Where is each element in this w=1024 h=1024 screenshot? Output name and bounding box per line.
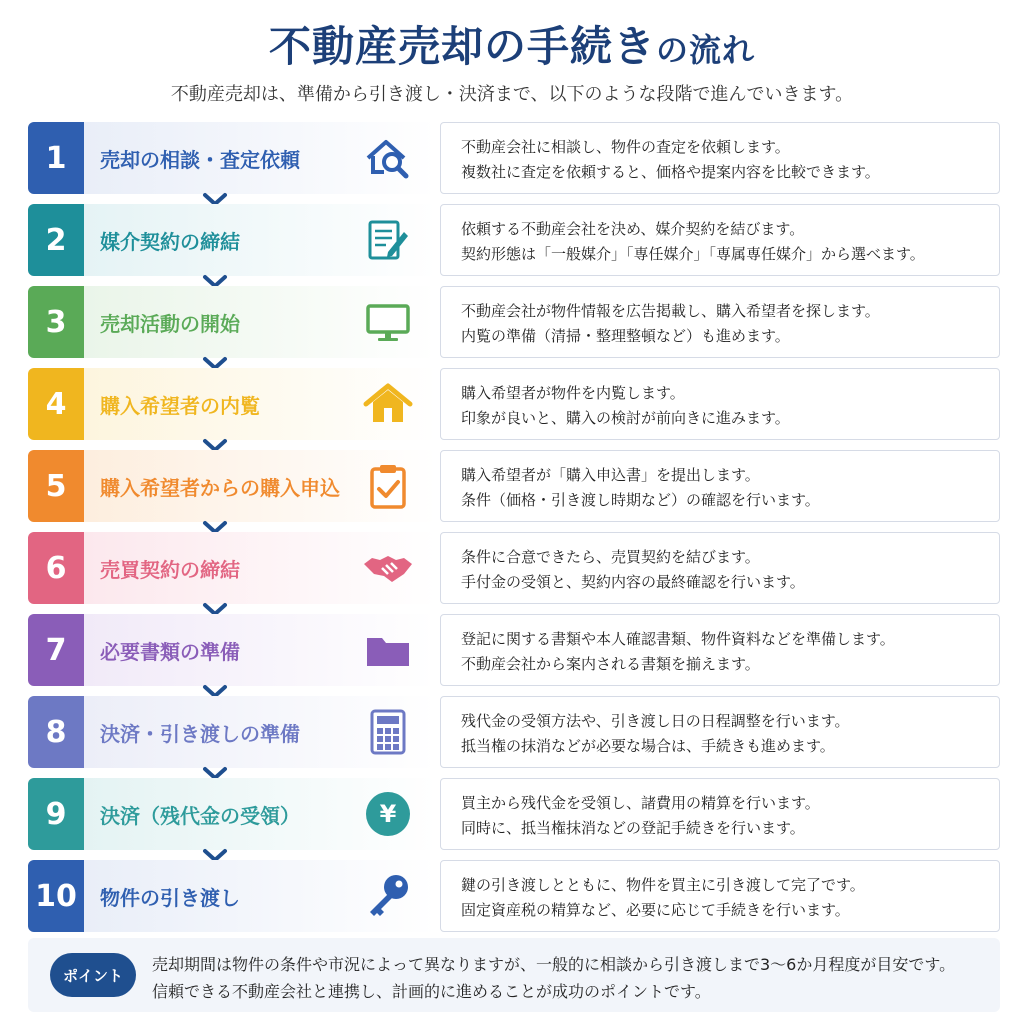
step-row bbox=[28, 368, 1000, 440]
step-number: 9 bbox=[28, 778, 84, 850]
step-number: 1 bbox=[28, 122, 84, 194]
step-description-line-2: 不動産会社から案内される書類を揃えます。 bbox=[461, 655, 760, 673]
step-row bbox=[28, 696, 1000, 768]
step-title: 決済・引き渡しの準備 bbox=[100, 721, 300, 746]
step-description bbox=[440, 860, 1000, 932]
step-description-line-1: 鍵の引き渡しとともに、物件を買主に引き渡して完了です。 bbox=[461, 876, 865, 894]
step-description bbox=[440, 368, 1000, 440]
step-description-line-2: 条件（価格・引き渡し時期など）の確認を行います。 bbox=[461, 491, 820, 509]
step-title: 売却の相談・査定依頼 bbox=[100, 147, 300, 172]
step-description bbox=[440, 532, 1000, 604]
step-description-line-2: 固定資産税の精算など、必要に応じて手続きを行います。 bbox=[461, 901, 850, 919]
clipboard-check-icon bbox=[362, 460, 414, 512]
step-description-line-2: 抵当権の抹消などが必要な場合は、手続きも進めます。 bbox=[461, 737, 835, 755]
step-row bbox=[28, 450, 1000, 522]
house-search-icon bbox=[362, 132, 414, 184]
folder-icon bbox=[362, 624, 414, 676]
step-description bbox=[440, 778, 1000, 850]
point-box bbox=[28, 938, 1000, 1012]
step-row bbox=[28, 122, 1000, 194]
step-title: 決済（残代金の受領） bbox=[100, 803, 300, 828]
step-description-line-2: 内覧の準備（清掃・整理整頓など）も進めます。 bbox=[461, 327, 790, 345]
step-description bbox=[440, 614, 1000, 686]
step-title: 売買契約の締結 bbox=[100, 557, 240, 582]
key-icon bbox=[362, 870, 414, 922]
handshake-icon bbox=[362, 542, 414, 594]
step-description-line-1: 登記に関する書類や本人確認書類、物件資料などを準備します。 bbox=[461, 630, 895, 648]
title-main: 不動産売却の手続き bbox=[268, 22, 656, 71]
point-badge: ポイント bbox=[50, 953, 136, 997]
step-title: 購入希望者からの購入申込 bbox=[100, 475, 340, 500]
step-description-line-2: 同時に、抵当権抹消などの登記手続きを行います。 bbox=[461, 819, 805, 837]
step-title: 購入希望者の内覧 bbox=[100, 393, 260, 418]
step-number: 6 bbox=[28, 532, 84, 604]
step-description-line-1: 不動産会社に相談し、物件の査定を依頼します。 bbox=[461, 138, 790, 156]
step-description bbox=[440, 204, 1000, 276]
step-title: 媒介契約の締結 bbox=[100, 229, 240, 254]
step-number: 7 bbox=[28, 614, 84, 686]
house-icon bbox=[362, 378, 414, 430]
step-number: 5 bbox=[28, 450, 84, 522]
step-number: 3 bbox=[28, 286, 84, 358]
step-description-line-1: 購入希望者が物件を内覧します。 bbox=[461, 384, 685, 402]
step-description-line-2: 契約形態は「一般媒介」「専任媒介」「専属専任媒介」から選べます。 bbox=[461, 245, 925, 263]
step-description-line-2: 印象が良いと、購入の検討が前向きに進みます。 bbox=[461, 409, 790, 427]
step-row bbox=[28, 860, 1000, 932]
point-line-2: 信頼できる不動産会社と連携し、計画的に進めることが成功のポイントです。 bbox=[152, 982, 711, 1001]
step-description-line-2: 手付金の受領と、契約内容の最終確認を行います。 bbox=[461, 573, 805, 591]
step-row bbox=[28, 778, 1000, 850]
step-row bbox=[28, 286, 1000, 358]
monitor-icon bbox=[362, 296, 414, 348]
step-description-line-1: 条件に合意できたら、売買契約を結びます。 bbox=[461, 548, 760, 566]
step-row bbox=[28, 532, 1000, 604]
step-title: 物件の引き渡し bbox=[100, 885, 240, 910]
page-title bbox=[0, 14, 1024, 74]
step-description bbox=[440, 696, 1000, 768]
point-line-1: 売却期間は物件の条件や市況によって異なりますが、一般的に相談から引き渡しまで3〜6か月程度が目安です。 bbox=[152, 955, 956, 974]
svg-text:¥: ¥ bbox=[379, 800, 397, 828]
step-description bbox=[440, 122, 1000, 194]
step-number: 2 bbox=[28, 204, 84, 276]
document-edit-icon bbox=[362, 214, 414, 266]
step-description-line-1: 不動産会社が物件情報を広告掲載し、購入希望者を探します。 bbox=[461, 302, 880, 320]
step-title: 売却活動の開始 bbox=[100, 311, 240, 336]
title-suffix: の流れ bbox=[656, 31, 756, 69]
step-number: 10 bbox=[28, 860, 84, 932]
step-row bbox=[28, 204, 1000, 276]
step-number: 8 bbox=[28, 696, 84, 768]
yen-icon bbox=[362, 788, 414, 840]
step-number: 4 bbox=[28, 368, 84, 440]
step-title: 必要書類の準備 bbox=[100, 639, 240, 664]
step-description bbox=[440, 450, 1000, 522]
step-description-line-2: 複数社に査定を依頼すると、価格や提案内容を比較できます。 bbox=[461, 163, 880, 181]
step-description-line-1: 購入希望者が「購入申込書」を提出します。 bbox=[461, 466, 760, 484]
calculator-icon bbox=[362, 706, 414, 758]
step-description-line-1: 買主から残代金を受領し、諸費用の精算を行います。 bbox=[461, 794, 820, 812]
page-subtitle: 不動産売却は、準備から引き渡し・決済まで、以下のような段階で進んでいきます。 bbox=[170, 84, 854, 105]
step-description-line-1: 残代金の受領方法や、引き渡し日の日程調整を行います。 bbox=[461, 712, 850, 730]
step-row bbox=[28, 614, 1000, 686]
step-description bbox=[440, 286, 1000, 358]
step-description-line-1: 依頼する不動産会社を決め、媒介契約を結びます。 bbox=[461, 220, 805, 238]
